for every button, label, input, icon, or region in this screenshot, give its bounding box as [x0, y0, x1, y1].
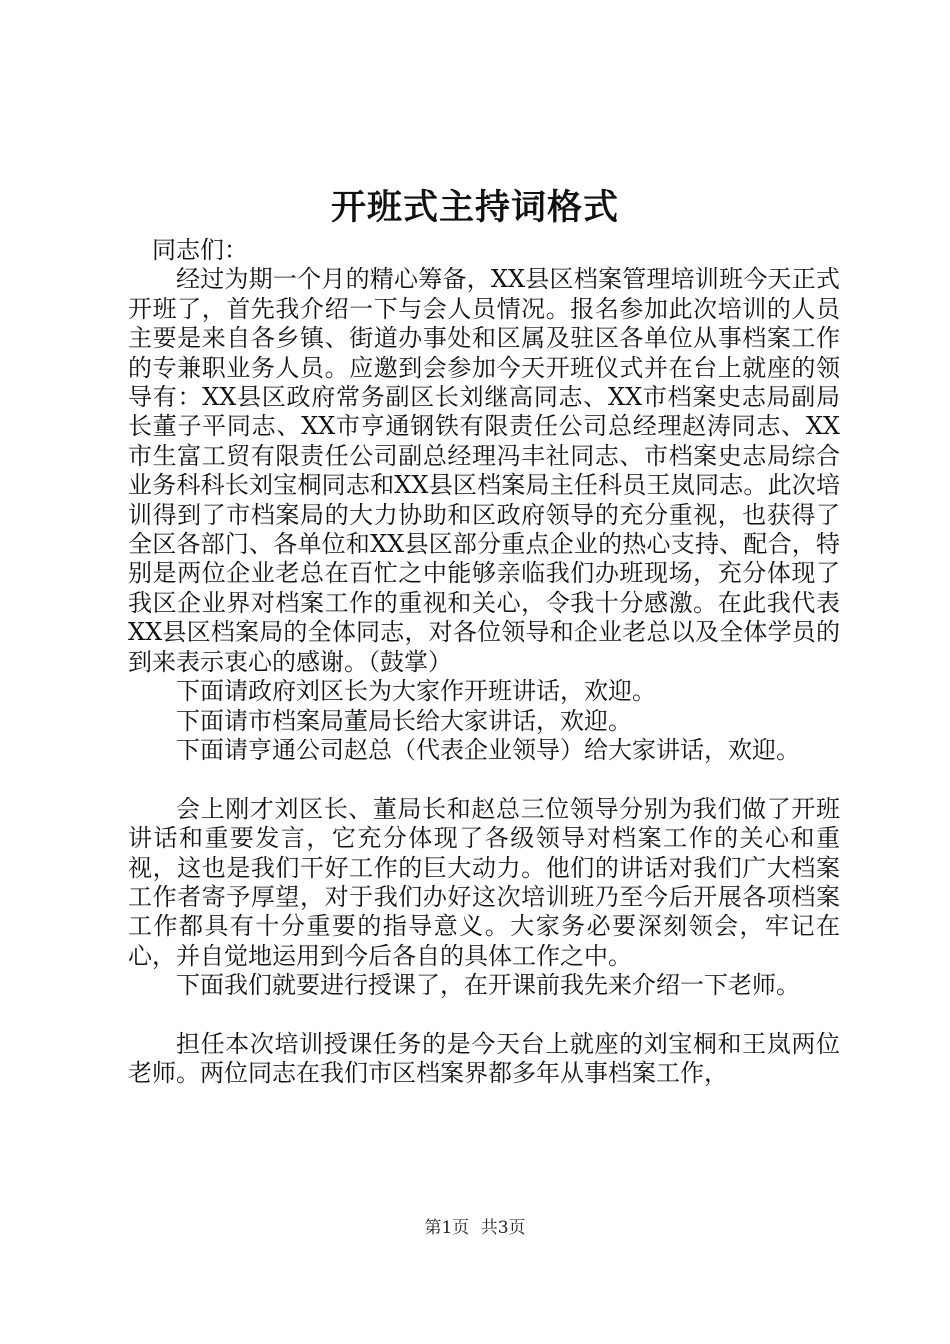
- paragraph-speech-invite-2: 下面请市档案局董局长给大家讲话，欢迎。: [176, 706, 632, 735]
- paragraph-speech-invite-3: 下面请亨通公司赵总（代表企业领导）给大家讲话，欢迎。: [176, 735, 800, 764]
- page-total: 共3页: [480, 1218, 526, 1238]
- paragraph-summary: 会上刚才刘区长、董局长和赵总三位领导分别为我们做了开班讲话和重要发言，它充分体现了各级领导对档案工作的关心和重视，这也是我们干好工作的巨大动力。他们的讲话对我们广大档案工作者寄予厚望，对于我们办好这次培训班乃至今后开展各项档案工作都具有十分重要的指导意义。大家务必要深刻领会，牢记在心，并自觉地运用到今后各自的具体工作之中。: [128, 794, 840, 970]
- paragraph-class-intro: 下面我们就要进行授课了，在开课前我先来介绍一下老师。: [176, 971, 800, 1000]
- paragraph-opening: 经过为期一个月的精心筹备，XX县区档案管理培训班今天正式开班了，首先我介绍一下与会人员情况。报名参加此次培训的人员主要是来自各乡镇、街道办事处和区属及驻区各单位从事档案工作的专兼职业务人员。应邀到会参加今天开班仪式并在台上就座的领导有：XX县区政府常务副区长刘继高同志、XX市档案史志局副局长董子平同志、XX市亨通钢铁有限责任公司总经理赵涛同志、XX市生富工贸有限责任公司副总经理冯丰社同志、市档案史志局综合业务科科长刘宝桐同志和XX县区档案局主任科员王岚同志。此次培训得到了市档案局的大力协助和区政府领导的充分重视，也获得了全区各部门、各单位和XX县区部分重点企业的热心支持、配合，特别是两位企业老总在百忙之中能够亲临我们办班现场，充分体现了我区企业界对档案工作的重视和关心，令我十分感激。在此我代表XX县区档案局的全体同志，对各位领导和企业老总以及全体学员的到来表示衷心的感谢。（鼓掌）: [128, 265, 840, 676]
- document-title: 开班式主持词格式: [330, 187, 619, 228]
- paragraph-teachers: 担任本次培训授课任务的是今天台上就座的刘宝桐和王岚两位老师。两位同志在我们市区档案界都多年从事档案工作，: [128, 1029, 840, 1088]
- page-footer: [0, 1216, 950, 1240]
- paragraph-speech-invite-1: 下面请政府刘区长为大家作开班讲话，欢迎。: [176, 677, 656, 706]
- document-body: [128, 236, 840, 1089]
- page-number: 第1页: [424, 1218, 470, 1238]
- salutation: 同志们：: [152, 236, 248, 264]
